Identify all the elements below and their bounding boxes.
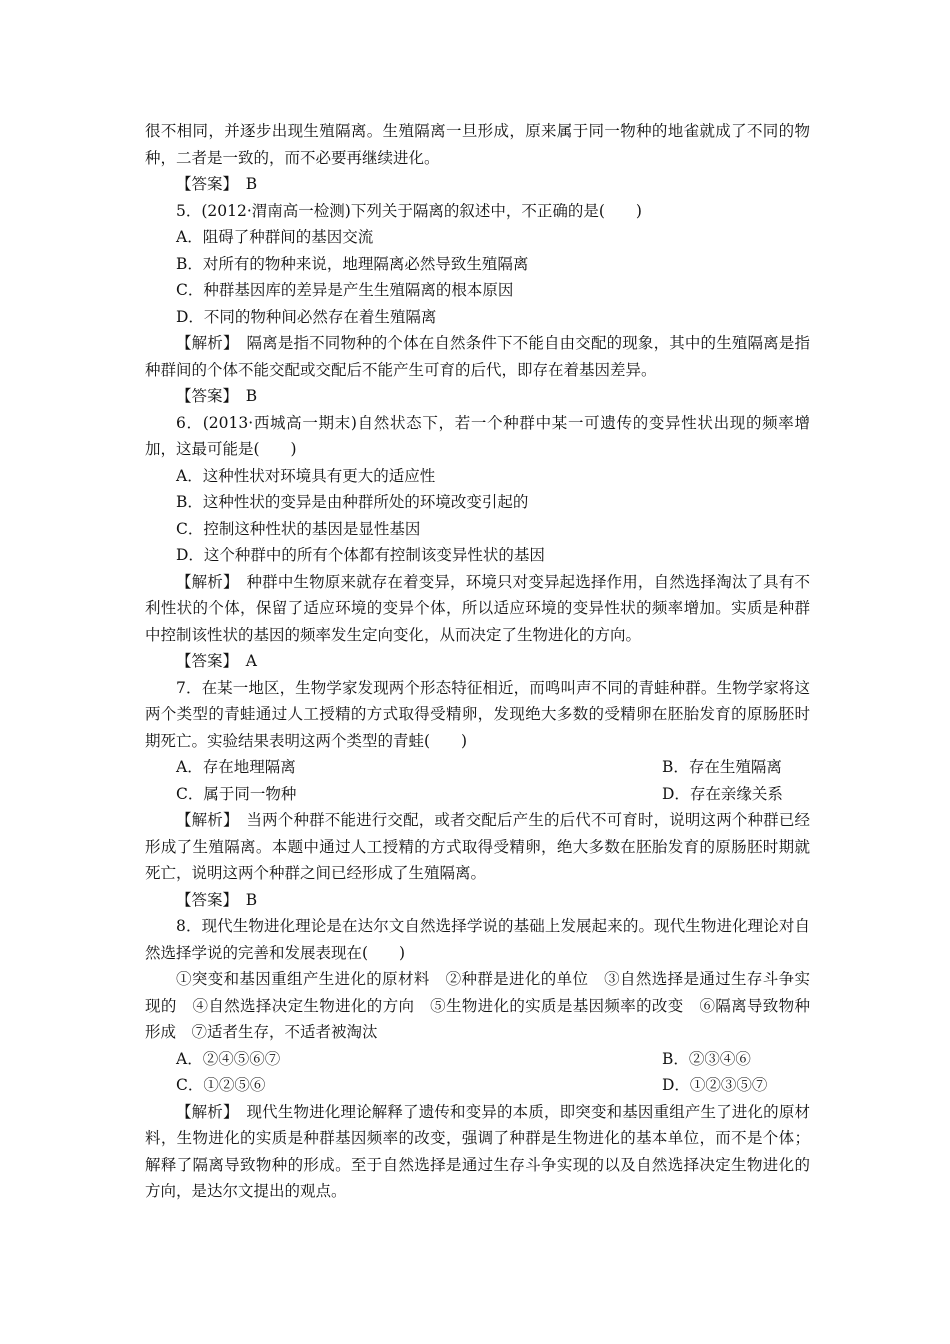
q5-answer: 【答案】 B bbox=[176, 387, 258, 405]
q8-option-b: B．②③④⑥ bbox=[662, 1049, 751, 1068]
q8-statements: ①突变和基因重组产生进化的原材料 ②种群是进化的单位 ③自然选择是通过生存斗争实现的 ④自然选择决定生物进化的方向 ⑤生物进化的实质是基因频率的改变 ⑥隔离导致物种形成 ⑦适者生存，不适者被淘汰 bbox=[145, 970, 810, 1041]
continued-analysis-text: 很不相同，并逐步出现生殖隔离。生殖隔离一旦形成，原来属于同一物种的地雀就成了不同的物种，二者是一致的，而不必要再继续进化。 bbox=[145, 122, 810, 167]
q7-answer: 【答案】 B bbox=[176, 890, 258, 909]
q8-options-row-1 bbox=[145, 1046, 810, 1073]
q7-options-row-2 bbox=[145, 781, 810, 808]
q8-option-d: D．①②③⑤⑦ bbox=[662, 1076, 768, 1094]
q5-option-c: C．种群基因库的差异是产生生殖隔离的根本原因 bbox=[176, 281, 514, 299]
q5-option-a: A．阻碍了种群间的基因交流 bbox=[176, 228, 374, 246]
q8-analysis: 【解析】 现代生物进化理论解释了遗传和变异的本质，即突变和基因重组产生了进化的原材料，生物进化的实质是种群基因频率的改变，强调了种群是生物进化的基本单位，而不是个体；解释了隔离导致物种的形成。至于自然选择是通过生存斗争实现的以及自然选择决定生物进化的方向，是达尔文提出的观点。 bbox=[145, 1102, 810, 1200]
q6-analysis: 【解析】 种群中生物原来就存在着变异，环境只对变异起选择作用，自然选择淘汰了具有不利性状的个体，保留了适应环境的变异个体，所以适应环境的变异性状的频率增加。实质是种群中控制该性状的基因的频率发生定向变化，从而决定了生物进化的方向。 bbox=[145, 572, 810, 644]
q8-option-a: A．②④⑤⑥⑦ bbox=[176, 1049, 281, 1068]
q7-analysis: 【解析】 当两个种群不能进行交配，或者交配后产生的后代不可育时，说明这两个种群已经形成了生殖隔离。本题中通过人工授精的方式取得受精卵，绝大多数在胚胎发育的原肠胚时期就死亡，说明这两个种群之间已经形成了生殖隔离。 bbox=[145, 811, 810, 882]
q6-option-b: B．这种性状的变异是由种群所处的环境改变引起的 bbox=[176, 493, 529, 511]
q6-option-a: A．这种性状对环境具有更大的适应性 bbox=[176, 466, 436, 485]
document-page bbox=[145, 118, 810, 1205]
q5-option-d: D．不同的物种间必然存在着生殖隔离 bbox=[176, 307, 437, 326]
q7-stem: 7．在某一地区，生物学家发现两个形态特征相近，而鸣叫声不同的青蛙种群。生物学家将这两个类型的青蛙通过人工授精的方式取得受精卵，发现绝大多数的受精卵在胚胎发育的原肠胚时期死亡。实验结果表明这两个类型的青蛙( ) bbox=[145, 678, 810, 750]
q7-option-c: C．属于同一物种 bbox=[176, 784, 297, 803]
q8-stem: 8．现代生物进化理论是在达尔文自然选择学说的基础上发展起来的。现代生物进化理论对自然选择学说的完善和发展表现在( ) bbox=[145, 917, 810, 962]
q7-option-a: A．存在地理隔离 bbox=[176, 758, 296, 776]
q4-answer: 【答案】 B bbox=[176, 175, 258, 193]
q6-option-c: C．控制这种性状的基因是显性基因 bbox=[176, 519, 421, 538]
q6-option-d: D．这个种群中的所有个体都有控制该变异性状的基因 bbox=[176, 546, 545, 564]
q7-options-row-1 bbox=[145, 754, 810, 781]
q6-answer: 【答案】 A bbox=[176, 652, 257, 670]
q5-option-b: B．对所有的物种来说，地理隔离必然导致生殖隔离 bbox=[176, 254, 529, 273]
q5-stem: 5．(2012·渭南高一检测)下列关于隔离的叙述中，不正确的是( ) bbox=[176, 201, 642, 220]
q7-option-d: D．存在亲缘关系 bbox=[662, 784, 783, 803]
q8-option-c: C．①②⑤⑥ bbox=[176, 1076, 266, 1094]
q7-option-b: B．存在生殖隔离 bbox=[662, 758, 782, 776]
q5-analysis: 【解析】 隔离是指不同物种的个体在自然条件下不能自由交配的现象，其中的生殖隔离是指种群间的个体不能交配或交配后不能产生可育的后代，即存在着基因差异。 bbox=[145, 334, 810, 379]
q6-stem: 6．(2013·西城高一期末)自然状态下，若一个种群中某一可遗传的变异性状出现的频率增加，这最可能是( ) bbox=[145, 413, 810, 458]
q8-options-row-2 bbox=[145, 1072, 810, 1099]
